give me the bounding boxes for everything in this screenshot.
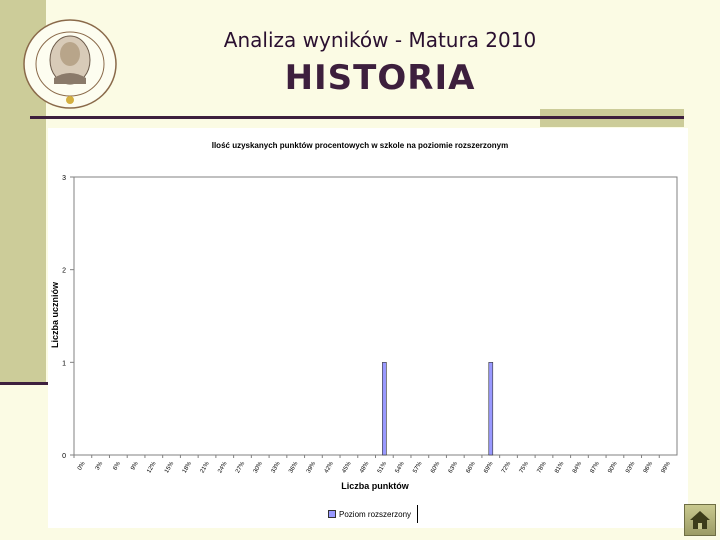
x-tick-label: 6% bbox=[112, 461, 123, 472]
x-tick-label: 42% bbox=[323, 461, 335, 475]
x-tick-label: 90% bbox=[607, 461, 619, 475]
x-tick-label: 72% bbox=[501, 461, 513, 475]
title-rule-accent bbox=[540, 116, 684, 119]
x-tick-label: 51% bbox=[376, 461, 389, 475]
x-tick-label: 39% bbox=[305, 461, 318, 475]
x-tick-label: 87% bbox=[589, 461, 601, 475]
x-tick-label: 3% bbox=[94, 461, 105, 472]
data-bar bbox=[489, 362, 493, 455]
y-tick-label: 2 bbox=[62, 267, 66, 275]
x-axis-label: Liczba punktów bbox=[341, 481, 409, 491]
plot-area bbox=[74, 177, 677, 455]
y-axis-label: Liczba uczniów bbox=[50, 281, 60, 349]
x-tick-label: 0% bbox=[77, 461, 87, 472]
x-tick-label: 27% bbox=[235, 461, 247, 475]
x-tick-label: 84% bbox=[571, 461, 584, 475]
x-tick-label: 36% bbox=[288, 461, 300, 475]
x-tick-label: 78% bbox=[536, 461, 548, 475]
chart-title: Ilość uzyskanych punktów procentowych w szkole na poziomie rozszerzonym bbox=[211, 141, 509, 150]
x-tick-label: 75% bbox=[518, 461, 530, 475]
x-tick-label: 66% bbox=[465, 461, 477, 475]
slide-title: HISTORIA bbox=[284, 58, 476, 98]
x-tick-label: 15% bbox=[164, 461, 176, 475]
x-tick-label: 99% bbox=[660, 461, 672, 475]
x-tick-label: 33% bbox=[270, 461, 282, 475]
legend-label: Poziom rozszerzony bbox=[339, 509, 412, 519]
x-tick-label: 30% bbox=[252, 461, 264, 475]
legend-swatch bbox=[328, 510, 336, 518]
home-button[interactable] bbox=[684, 504, 716, 536]
x-tick-label: 18% bbox=[181, 461, 194, 475]
x-tick-label: 24% bbox=[217, 461, 229, 475]
y-tick-label: 1 bbox=[62, 360, 66, 368]
left-decor-line bbox=[0, 382, 48, 385]
x-tick-label: 21% bbox=[199, 461, 211, 475]
x-tick-label: 45% bbox=[341, 461, 353, 475]
x-tick-label: 54% bbox=[394, 461, 406, 475]
x-tick-label: 69% bbox=[483, 461, 495, 475]
x-tick-label: 93% bbox=[625, 461, 637, 475]
x-tick-label: 81% bbox=[554, 461, 566, 475]
x-tick-label: 96% bbox=[642, 461, 655, 475]
x-tick-label: 9% bbox=[130, 461, 140, 472]
bar-chart bbox=[48, 128, 688, 528]
x-tick-label: 60% bbox=[430, 461, 442, 475]
home-icon bbox=[685, 505, 715, 535]
x-tick-label: 12% bbox=[146, 461, 158, 475]
slide-subtitle: Analiza wyników - Matura 2010 bbox=[223, 28, 537, 52]
x-tick-label: 63% bbox=[447, 461, 460, 475]
y-tick-label: 3 bbox=[62, 175, 66, 182]
chart-legend bbox=[324, 505, 418, 523]
x-tick-label: 48% bbox=[359, 461, 371, 475]
x-tick-label: 57% bbox=[412, 461, 424, 475]
data-bar bbox=[382, 362, 386, 455]
y-tick-label: 0 bbox=[62, 453, 66, 460]
chart-area bbox=[48, 128, 688, 528]
